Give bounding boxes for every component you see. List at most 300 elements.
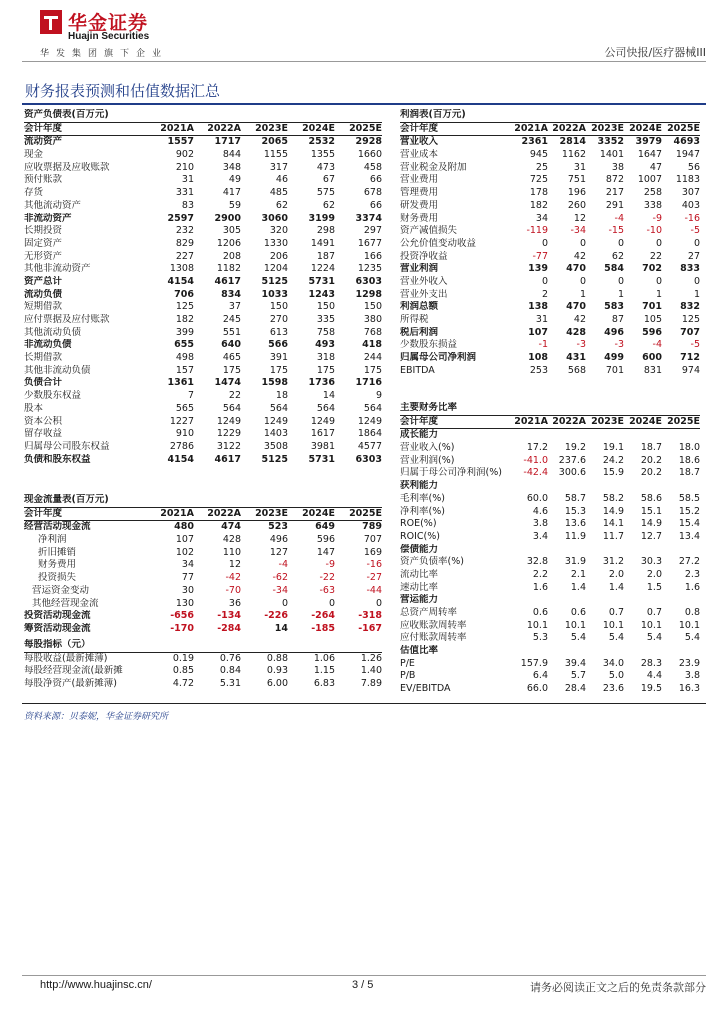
value-cell: 902 <box>175 149 194 161</box>
table-row <box>24 416 382 429</box>
page-number: 3 / 5 <box>352 979 374 991</box>
value-cell: 1.06 <box>313 652 335 664</box>
value-cell: 5.7 <box>570 670 586 682</box>
brand-slogan: 华发集团旗下企业 <box>40 49 169 59</box>
value-cell: 1 <box>617 288 624 300</box>
value-cell: 758 <box>316 326 335 338</box>
value-cell: 318 <box>316 352 335 364</box>
value-cell <box>662 429 700 442</box>
value-cell: 0.6 <box>570 607 586 618</box>
table-row <box>24 665 382 678</box>
value-cell: 187 <box>316 250 335 262</box>
value-cell: 1249 <box>310 415 335 427</box>
value-cell: 496 <box>604 326 624 338</box>
row-label: 研发费用 <box>400 199 439 211</box>
table-row <box>24 213 382 226</box>
year-header-cell: 2022A <box>207 122 241 134</box>
value-cell: 258 <box>643 187 662 199</box>
row-label: 净利润 <box>38 534 67 546</box>
value-cell: 1 <box>579 288 586 300</box>
value-cell: 102 <box>175 546 194 558</box>
table-bottom-rule <box>22 703 706 704</box>
value-cell: 31 <box>535 314 548 325</box>
value-cell <box>624 429 662 442</box>
value-cell: 2.2 <box>532 568 548 580</box>
value-cell: 872 <box>605 174 624 186</box>
balance-sheet-table <box>24 109 382 466</box>
row-label: 营业成本 <box>400 149 439 161</box>
value-cell: 3352 <box>597 136 624 148</box>
value-cell: 1227 <box>169 415 194 427</box>
table-row <box>400 225 700 238</box>
value-cell: 31.2 <box>602 556 624 568</box>
table-row <box>400 301 700 314</box>
value-cell: 244 <box>363 352 382 364</box>
table-row <box>400 289 700 302</box>
value-cell: -318 <box>358 610 382 622</box>
table-row <box>400 670 700 683</box>
year-header-cell: 2021A <box>160 122 194 134</box>
value-cell: 0 <box>541 237 548 249</box>
row-label: 资本公积 <box>24 415 63 427</box>
value-cell: 5.31 <box>219 678 241 690</box>
value-cell: 1249 <box>357 415 382 427</box>
value-cell <box>510 480 548 493</box>
value-cell: 565 <box>175 402 194 414</box>
row-label: 少数股东损益 <box>400 339 458 351</box>
row-label: 营业税金及附加 <box>400 161 467 173</box>
value-cell: 4.4 <box>646 670 662 682</box>
value-cell: 237.6 <box>558 454 586 466</box>
value-cell: 712 <box>680 352 700 364</box>
row-label: 速动比率 <box>400 581 439 593</box>
footer-disclaimer: 请务必阅读正文之后的免责条款部分 <box>530 981 706 994</box>
value-cell: 1033 <box>261 288 288 300</box>
value-cell: -70 <box>225 584 241 596</box>
value-cell: 12.7 <box>640 530 662 542</box>
value-cell: 4617 <box>214 275 241 287</box>
value-cell: -9 <box>652 212 662 224</box>
value-cell: 125 <box>681 314 700 325</box>
value-cell: 1330 <box>263 237 288 249</box>
value-cell: 3060 <box>261 212 288 224</box>
value-cell: 10.1 <box>526 619 548 631</box>
value-cell: 12 <box>573 212 586 224</box>
brand-name-cn: 华金证券 <box>68 12 149 34</box>
value-cell <box>510 544 548 557</box>
report-type: 公司快报/医疗器械III <box>604 46 706 59</box>
value-cell <box>662 480 700 493</box>
value-cell: 768 <box>363 326 382 338</box>
row-label: 偿债能力 <box>400 543 439 555</box>
row-label: 预付账款 <box>24 174 63 186</box>
value-cell: 66 <box>369 199 382 211</box>
data-source-note: 资料来源：贝泰妮，华金证券研究所 <box>24 712 169 722</box>
table-row <box>24 365 382 378</box>
table-row <box>400 251 700 264</box>
value-cell: 270 <box>269 314 288 325</box>
value-cell: 175 <box>363 364 382 376</box>
value-cell <box>586 480 624 493</box>
value-cell: 1947 <box>675 149 700 161</box>
table-row <box>400 493 700 506</box>
value-cell: 1249 <box>263 415 288 427</box>
table-row <box>400 149 700 162</box>
value-cell: 320 <box>269 225 288 237</box>
value-cell: 2.0 <box>608 568 624 580</box>
row-label: 财务费用 <box>38 559 77 571</box>
value-cell: 18.6 <box>678 454 700 466</box>
row-label: 利润总额 <box>400 301 439 313</box>
table-row <box>24 162 382 175</box>
value-cell: 60.0 <box>526 492 548 504</box>
value-cell: 232 <box>175 225 194 237</box>
table-row <box>24 623 382 636</box>
table-title-row <box>400 109 700 123</box>
value-cell: 613 <box>269 326 288 338</box>
value-cell: 1 <box>693 288 700 300</box>
value-cell: 6.00 <box>266 678 288 690</box>
value-cell: 584 <box>604 263 624 275</box>
value-cell: 107 <box>528 326 548 338</box>
table-row <box>400 174 700 187</box>
value-cell: 0 <box>281 597 288 609</box>
table-title-row <box>24 109 382 123</box>
value-cell <box>548 480 586 493</box>
value-cell: 399 <box>175 326 194 338</box>
year-header-row <box>24 123 382 137</box>
value-cell: 473 <box>316 161 335 173</box>
table-row <box>24 403 382 416</box>
value-cell: 0.85 <box>172 665 194 677</box>
row-label: 无形资产 <box>24 250 63 262</box>
value-cell: 298 <box>316 225 335 237</box>
value-cell: 5.0 <box>608 670 624 682</box>
value-cell: 1647 <box>637 149 662 161</box>
value-cell: -4 <box>614 212 624 224</box>
year-header-cell: 2025E <box>349 122 382 134</box>
value-cell: 844 <box>222 149 241 161</box>
value-cell: 707 <box>363 534 382 546</box>
value-cell: 725 <box>529 174 548 186</box>
row-label: 股本 <box>24 402 44 414</box>
value-cell: 2532 <box>308 136 335 148</box>
row-label: 净利率(%) <box>400 505 445 517</box>
value-cell: 27 <box>687 250 700 262</box>
table-row <box>400 645 700 658</box>
value-cell: 0 <box>693 275 700 287</box>
value-cell: 260 <box>567 199 586 211</box>
value-cell: 2.1 <box>570 568 586 580</box>
value-cell: 564 <box>269 402 288 414</box>
value-cell: 1224 <box>310 263 335 275</box>
value-cell: -15 <box>608 225 624 237</box>
value-cell: 10.1 <box>640 619 662 631</box>
table-row <box>400 276 700 289</box>
value-cell: 58.5 <box>678 492 700 504</box>
value-cell: 4577 <box>357 440 382 452</box>
row-label: 应收账款周转率 <box>400 619 467 631</box>
value-cell: 18.0 <box>678 442 700 454</box>
table-row <box>24 276 382 289</box>
value-cell: 5125 <box>261 275 288 287</box>
value-cell: 210 <box>175 161 194 173</box>
value-cell: 1308 <box>169 263 194 275</box>
value-cell: 707 <box>680 326 700 338</box>
value-cell: 108 <box>528 352 548 364</box>
value-cell: 751 <box>567 174 586 186</box>
value-cell: -3 <box>614 339 624 351</box>
value-cell <box>548 429 586 442</box>
value-cell: 493 <box>315 339 335 351</box>
value-cell: 7 <box>187 390 194 402</box>
table-row <box>400 429 700 442</box>
value-cell: 19.2 <box>564 442 586 454</box>
value-cell: 1401 <box>599 149 624 161</box>
value-cell: 5125 <box>261 453 288 465</box>
value-cell: 568 <box>567 364 586 376</box>
value-cell: 4154 <box>167 275 194 287</box>
table-row <box>24 187 382 200</box>
value-cell: -16 <box>684 212 700 224</box>
value-cell: 28.4 <box>564 683 586 695</box>
value-cell: 2 <box>541 288 548 300</box>
value-cell: 0.88 <box>266 652 288 664</box>
value-cell: 62 <box>275 199 288 211</box>
value-cell: 147 <box>316 546 335 558</box>
value-cell: 702 <box>642 263 662 275</box>
value-cell: 474 <box>221 521 241 533</box>
table-title-row <box>24 639 382 653</box>
row-label: 其他经营现金流 <box>32 597 99 609</box>
value-cell: 62 <box>322 199 335 211</box>
value-cell <box>510 594 548 607</box>
value-cell: 7.89 <box>360 678 382 690</box>
value-cell: -63 <box>319 584 335 596</box>
value-cell <box>548 645 586 658</box>
table-row <box>400 314 700 327</box>
table-row <box>400 594 700 607</box>
value-cell: 1736 <box>308 377 335 389</box>
row-label: 折旧摊销 <box>38 546 77 558</box>
value-cell <box>624 480 662 493</box>
value-cell: 2814 <box>559 136 586 148</box>
table-row <box>400 136 700 149</box>
value-cell: -22 <box>319 572 335 584</box>
table-row <box>24 585 382 598</box>
value-cell: 789 <box>362 521 382 533</box>
table-row <box>400 339 700 352</box>
value-cell: -1 <box>538 339 548 351</box>
row-label: 应收票据及应收账款 <box>24 161 110 173</box>
table-title-row <box>400 402 700 416</box>
table-row <box>400 455 700 468</box>
value-cell: 300.6 <box>558 467 586 479</box>
value-cell: 10.1 <box>602 619 624 631</box>
row-label: 归属母公司净利润 <box>400 352 477 364</box>
row-label: 毛利率(%) <box>400 492 445 504</box>
value-cell: 1557 <box>167 136 194 148</box>
value-cell: 566 <box>268 339 288 351</box>
table-row <box>400 569 700 582</box>
value-cell: 18.7 <box>640 442 662 454</box>
value-cell: -170 <box>170 622 194 634</box>
row-label: 筹资活动现金流 <box>24 622 91 634</box>
row-label: 公允价值变动收益 <box>400 237 477 249</box>
value-cell: 551 <box>222 326 241 338</box>
value-cell: 1243 <box>308 288 335 300</box>
value-cell: 217 <box>605 187 624 199</box>
value-cell: 253 <box>529 364 548 376</box>
value-cell: 28.3 <box>640 657 662 669</box>
value-cell: 0 <box>375 597 382 609</box>
value-cell: 348 <box>222 161 241 173</box>
table-row <box>400 162 700 175</box>
value-cell: 31 <box>181 174 194 186</box>
value-cell: 0 <box>579 275 586 287</box>
table-row <box>24 251 382 264</box>
value-cell <box>548 594 586 607</box>
value-cell: 14 <box>274 622 288 634</box>
value-cell: 139 <box>528 263 548 275</box>
table-row <box>24 428 382 441</box>
value-cell: 58.6 <box>640 492 662 504</box>
value-cell: 6303 <box>355 453 382 465</box>
value-cell: 1660 <box>357 149 382 161</box>
value-cell: 125 <box>175 301 194 313</box>
value-cell: 564 <box>363 402 382 414</box>
table-row <box>24 352 382 365</box>
value-cell: 0.7 <box>646 607 662 618</box>
year-header-label: 会计年度 <box>400 122 439 134</box>
value-cell <box>662 594 700 607</box>
table-row <box>24 263 382 276</box>
value-cell: 678 <box>363 187 382 199</box>
value-cell: 2597 <box>167 212 194 224</box>
year-header-label: 会计年度 <box>400 415 439 427</box>
value-cell: 38 <box>611 161 624 173</box>
year-header-cell: 2024E <box>302 507 335 519</box>
value-cell: 67 <box>322 174 335 186</box>
value-cell: 499 <box>604 352 624 364</box>
row-label: 营业收入(%) <box>400 442 455 454</box>
row-label: 归属于母公司净利润(%) <box>400 467 502 479</box>
table-row <box>24 547 382 560</box>
table-row <box>24 678 382 691</box>
row-label: 成长能力 <box>400 429 439 441</box>
value-cell: 208 <box>222 250 241 262</box>
table-row <box>400 238 700 251</box>
value-cell: 0 <box>693 237 700 249</box>
value-cell: 0 <box>328 597 335 609</box>
table-row <box>400 518 700 531</box>
table-row <box>400 620 700 633</box>
value-cell: 417 <box>222 187 241 199</box>
table-row <box>400 263 700 276</box>
table-row <box>24 339 382 352</box>
value-cell: 3981 <box>310 440 335 452</box>
value-cell: 1.6 <box>532 581 548 593</box>
year-header-cell: 2024E <box>629 122 662 134</box>
value-cell: 701 <box>605 364 624 376</box>
value-cell: -264 <box>311 610 335 622</box>
value-cell: 14.1 <box>602 518 624 530</box>
row-label: EV/EBITDA <box>400 683 451 695</box>
value-cell: 831 <box>643 364 662 376</box>
year-header-cell: 2025E <box>667 122 700 134</box>
value-cell: 130 <box>175 597 194 609</box>
value-cell <box>624 594 662 607</box>
value-cell: 17.2 <box>526 442 548 454</box>
cash-flow-table <box>24 494 382 636</box>
value-cell: 2928 <box>355 136 382 148</box>
value-cell: 1491 <box>310 237 335 249</box>
row-label: 资产总计 <box>24 275 63 287</box>
value-cell: 1182 <box>216 263 241 275</box>
value-cell: 39.4 <box>564 657 586 669</box>
table-row <box>24 149 382 162</box>
row-label: 归属母公司股东权益 <box>24 440 110 452</box>
value-cell: -5 <box>690 225 700 237</box>
table-row <box>24 314 382 327</box>
value-cell: 15.3 <box>564 505 586 517</box>
value-cell: 3122 <box>216 440 241 452</box>
table-title: 每股指标（元） <box>24 639 91 650</box>
value-cell: 470 <box>566 263 586 275</box>
footer-url-link[interactable]: http://www.huajinsc.cn/ <box>40 979 152 991</box>
value-cell: 640 <box>221 339 241 351</box>
value-cell: 59 <box>228 199 241 211</box>
value-cell: -185 <box>311 622 335 634</box>
value-cell: 182 <box>175 314 194 325</box>
table-row <box>24 454 382 467</box>
value-cell: 0 <box>617 275 624 287</box>
row-label: 营业外支出 <box>400 288 448 300</box>
value-cell: 0.6 <box>532 607 548 618</box>
value-cell: 105 <box>643 314 662 325</box>
value-cell: 127 <box>269 546 288 558</box>
value-cell: 4693 <box>673 136 700 148</box>
row-label: 应付票据及应付账款 <box>24 314 110 325</box>
value-cell: 87 <box>611 314 624 325</box>
value-cell: -4 <box>278 559 288 571</box>
value-cell: 18.7 <box>678 467 700 479</box>
value-cell: 66.0 <box>526 683 548 695</box>
value-cell: 1204 <box>263 263 288 275</box>
value-cell: 2.0 <box>646 568 662 580</box>
row-label: 流动资产 <box>24 136 63 148</box>
value-cell: 583 <box>604 301 624 313</box>
value-cell: 83 <box>181 199 194 211</box>
value-cell: 22 <box>228 390 241 402</box>
value-cell: 391 <box>269 352 288 364</box>
table-row <box>24 327 382 340</box>
value-cell: 596 <box>316 534 335 546</box>
row-label: 每股收益(最新摊薄) <box>24 652 108 664</box>
value-cell: 1.15 <box>313 665 335 677</box>
value-cell: 20.2 <box>640 454 662 466</box>
value-cell: 2361 <box>521 136 548 148</box>
table-row <box>400 480 700 493</box>
value-cell: 4.72 <box>172 678 194 690</box>
value-cell: 58.7 <box>564 492 586 504</box>
row-label: 投资损失 <box>38 572 77 584</box>
value-cell: 833 <box>680 263 700 275</box>
value-cell: 1617 <box>310 428 335 440</box>
value-cell <box>586 594 624 607</box>
value-cell: 945 <box>529 149 548 161</box>
value-cell: 0 <box>541 275 548 287</box>
